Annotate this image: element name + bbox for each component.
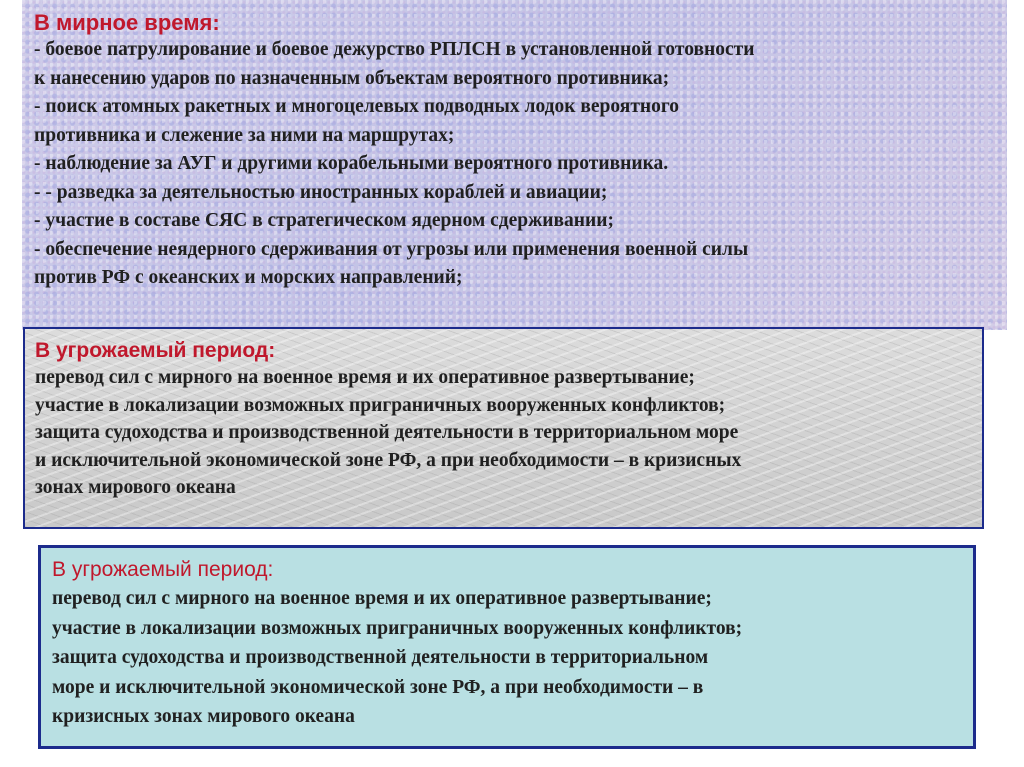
threat-period-line: зонах мирового океана	[35, 477, 236, 498]
peacetime-line: к нанесению ударов по назначенным объектам вероятного противника;	[34, 67, 670, 89]
peacetime-line: - обеспечение неядерного сдерживания от угрозы или применения военной силы	[34, 238, 749, 260]
threat-period-line: участие в локализации возможных приграничных вооруженных конфликтов;	[35, 394, 726, 416]
threat-period-panel-teal	[38, 545, 976, 749]
threat-period-body	[35, 364, 972, 502]
peacetime-line: против РФ с океанских и морских направлений;	[34, 267, 463, 288]
peacetime-line: - поиск атомных ракетных и многоцелевых подводных лодок вероятного	[34, 96, 680, 117]
threat-period-line: и исключительной экономической зоне РФ, а при необходимости – в кризисных	[35, 449, 742, 471]
peacetime-line: противника и слежение за ними на маршрутах;	[34, 124, 455, 146]
threat-period-line: защита судоходства и производственной деятельности в территориальном море	[35, 422, 739, 443]
threat-period-line: перевод сил с мирного на военное время и их оперативное развертывание;	[35, 367, 695, 388]
peacetime-panel	[22, 0, 1007, 330]
threat-period-heading: В угрожаемый период:	[52, 558, 274, 581]
peacetime-heading: В мирное время:	[34, 10, 220, 35]
threat-period-line: кризисных зонах мирового океана	[52, 706, 355, 727]
peacetime-line: - наблюдение за АУГ и другими корабельными вероятного противника.	[34, 153, 669, 174]
threat-period-line: участие в локализации возможных приграничных вооруженных конфликтов;	[52, 617, 743, 639]
threat-period-line: море и исключительной экономической зоне РФ, а при необходимости – в	[52, 676, 704, 698]
peacetime-body	[34, 36, 995, 293]
threat-period-line: защита судоходства и производственной деятельности в территориальном	[52, 647, 709, 668]
peacetime-line: - - разведка за деятельностью иностранных кораблей и авиации;	[34, 181, 608, 203]
threat-period-heading: В угрожаемый период:	[35, 339, 276, 362]
peacetime-line: - боевое патрулирование и боевое дежурство РПЛСН в установленной готовности	[34, 39, 755, 60]
threat-period-panel-gray	[23, 327, 984, 529]
peacetime-line: - участие в составе СЯС в стратегическом ядерном сдерживании;	[34, 210, 614, 231]
threat-period-body	[52, 584, 962, 732]
threat-period-line: перевод сил с мирного на военное время и их оперативное развертывание;	[52, 588, 712, 609]
